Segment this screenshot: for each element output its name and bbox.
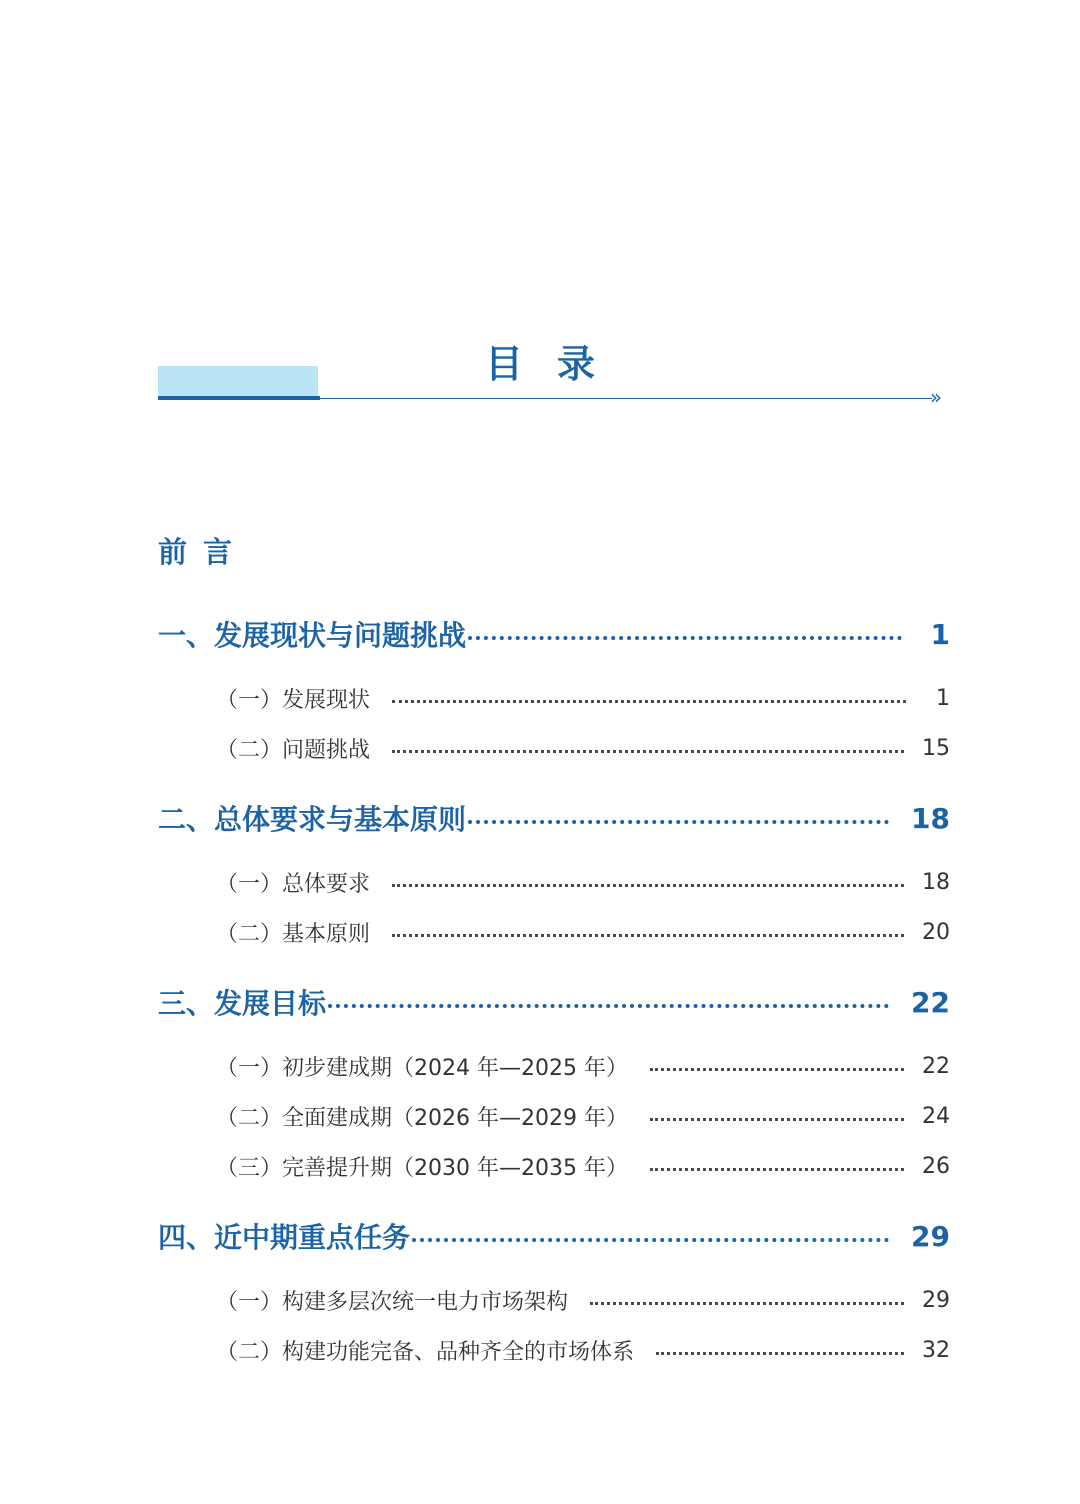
toc-chapter-page: 1 (930, 617, 950, 651)
toc-section-page: 18 (922, 869, 950, 895)
toc-section-label: （二）构建功能完备、品种齐全的市场体系 (216, 1339, 635, 1365)
toc-section[interactable] (158, 1098, 950, 1134)
toc-section-label: （二）问题挑战 (216, 737, 371, 763)
toc-section[interactable] (158, 1282, 950, 1318)
toc-chapter-label: 四、近中期重点任务 (158, 1221, 411, 1254)
toc-chapter-page: 22 (911, 985, 950, 1019)
page-title: 目录 (484, 341, 629, 386)
double-chevron-right-icon: ›› (930, 385, 938, 409)
toc-section-label: （二）全面建成期（2026 年—2029 年） (216, 1105, 628, 1131)
toc-chapter[interactable] (158, 1214, 950, 1258)
title-rule-thin (318, 398, 932, 399)
toc-leader-dots (468, 636, 902, 640)
toc-leader-dots (328, 1004, 889, 1008)
toc-section-page: 22 (922, 1053, 950, 1079)
toc-preface[interactable]: 前言 (158, 535, 249, 569)
toc-section[interactable] (158, 1332, 950, 1368)
toc-chapter[interactable] (158, 612, 950, 656)
toc-leader-dots (412, 1238, 889, 1242)
toc-chapter-label: 三、发展目标 (158, 987, 327, 1020)
toc-section[interactable] (158, 914, 950, 950)
toc-section-page: 26 (922, 1153, 950, 1179)
toc-chapter[interactable] (158, 980, 950, 1024)
title-rule-thick (158, 396, 320, 400)
toc-chapter-label: 二、总体要求与基本原则 (158, 803, 467, 836)
toc-leader-dots (392, 884, 904, 887)
toc-leader-dots (650, 1068, 904, 1071)
toc-section-label: （一）总体要求 (216, 871, 371, 897)
toc-section-label: （二）基本原则 (216, 921, 371, 947)
toc-chapter[interactable] (158, 796, 950, 840)
toc-section-label: （一）初步建成期（2024 年—2025 年） (216, 1055, 628, 1081)
toc-section-label: （一）构建多层次统一电力市场架构 (216, 1289, 569, 1315)
toc-section[interactable] (158, 680, 950, 716)
toc-section[interactable] (158, 864, 950, 900)
toc-leader-dots (650, 1168, 904, 1171)
toc-leader-dots (650, 1118, 904, 1121)
toc-section[interactable] (158, 1048, 950, 1084)
toc-section-page: 15 (922, 735, 950, 761)
toc-leader-dots (392, 934, 904, 937)
toc-section[interactable] (158, 1148, 950, 1184)
toc-leader-dots (656, 1352, 904, 1355)
toc-section-page: 32 (922, 1337, 950, 1363)
toc-leader-dots (392, 700, 906, 703)
toc-leader-dots (468, 820, 889, 824)
toc-section-page: 1 (936, 685, 950, 711)
toc-section-page: 24 (922, 1103, 950, 1129)
toc-section[interactable] (158, 730, 950, 766)
toc-chapter-page: 18 (911, 801, 950, 835)
toc-leader-dots (590, 1302, 904, 1305)
toc-chapter-page: 29 (911, 1219, 950, 1253)
toc-chapter-label: 一、发展现状与问题挑战 (158, 619, 467, 652)
toc-section-page: 29 (922, 1287, 950, 1313)
toc-leader-dots (392, 750, 904, 753)
toc-section-label: （一）发展现状 (216, 687, 371, 713)
toc-section-page: 20 (922, 919, 950, 945)
toc-section-label: （三）完善提升期（2030 年—2035 年） (216, 1155, 628, 1181)
